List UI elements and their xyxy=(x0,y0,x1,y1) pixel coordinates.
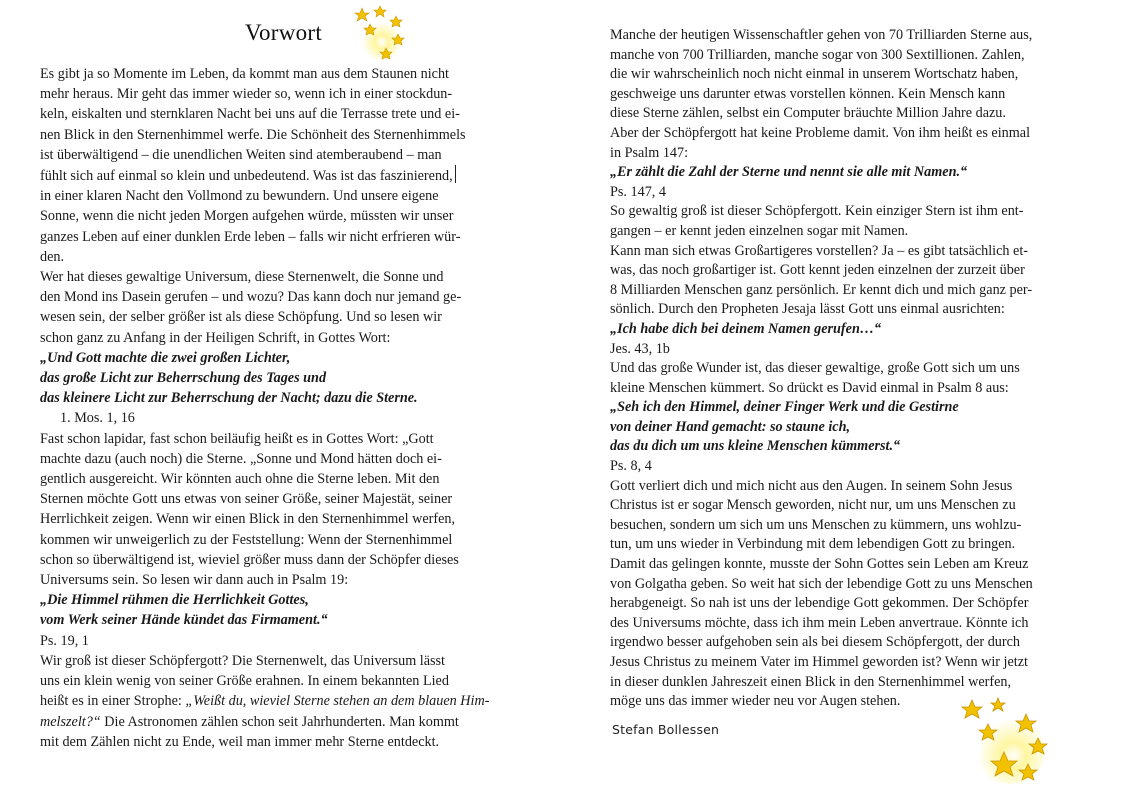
text-line: geschweige uns darunter etwas vorstellen können. Kein Mensch kann xyxy=(610,85,1006,102)
text-line: irgendwo besser aufgehoben sein als bei diesem Schöpfergott, der durch xyxy=(610,634,1021,651)
text-line xyxy=(40,712,540,732)
text-line: Christus ist er sogar Mensch geworden, nicht nur, um uns Menschen zu xyxy=(610,497,1016,514)
text-line: gangen – er kennt jeden einzelnen sogar mit Namen. xyxy=(610,222,909,239)
song-quote: melszelt?“ xyxy=(40,713,101,730)
text-line-rest: Die Astronomen zählen schon seit Jahrhunderten. Man kommt xyxy=(100,713,459,730)
text-line: manche von 700 Trilliarden, manche sogar von 300 Sextillionen. Zahlen, xyxy=(610,46,1025,63)
text-line: mit dem Zählen nicht zu Ende, weil man immer mehr Sterne entdeckt. xyxy=(40,733,440,750)
text-line: gentlich ausgereicht. Wir könnten auch ohne die Sterne leben. Mit den xyxy=(40,471,440,488)
text-line: sönlich. Durch den Propheten Jesaja lässt Gott uns einmal ausrichten: xyxy=(610,301,1005,318)
text-line: die wir wahrscheinlich noch nicht einmal in unserem Wortschatz haben, xyxy=(610,66,1019,83)
text-cursor xyxy=(455,165,456,183)
bible-quote-line: das kleinere Licht zur Beherrschung der Nacht; dazu die Sterne. xyxy=(40,390,418,407)
text-line: des Universums möchte, dass ich ihm mein Leben anvertraue. Könnte ich xyxy=(610,614,1029,631)
bible-quote-line: „Ich habe dich bei deinem Namen gerufen…“ xyxy=(610,320,882,337)
bible-reference: Ps. 8, 4 xyxy=(610,458,652,475)
text-line: besuchen, sondern um sich um uns Menschen zu kümmern, uns wohlzu- xyxy=(610,516,1022,533)
bible-quote-line: das du dich um uns kleine Menschen kümmerst.“ xyxy=(610,438,901,455)
text-line: Aber der Schöpfergott hat keine Probleme damit. Von ihm heißt es einmal xyxy=(610,124,1031,141)
text-line: tun, um uns wieder in Verbindung mit dem lebendigen Gott zu bringen. xyxy=(610,536,1016,553)
text-line: den Mond ins Dasein gerufen – und wozu? Das kann doch nur jemand ge- xyxy=(40,289,462,306)
text-line: Universums sein. So lesen wir dann auch in Psalm 19: xyxy=(40,572,349,589)
text-line: mehr heraus. Mir geht das immer wieder so, wenn ich in einer stockdun- xyxy=(40,86,453,103)
bible-quote-line: das große Licht zur Beherrschung des Tages und xyxy=(40,370,327,387)
right-column-text xyxy=(610,26,1092,712)
page-title: Vorwort xyxy=(245,20,323,45)
text-line: was, das noch großartiger ist. Gott kennt jeden einzelnen der zurzeit über xyxy=(610,262,1025,279)
left-column-text xyxy=(40,64,540,752)
text-line: kleine Menschen kümmert. So drückt es David einmal in Psalm 8 aus: xyxy=(610,379,1009,396)
text-line: wesen sein, der selber größer ist als diese Schöpfung. Und so lesen wir xyxy=(40,309,442,326)
text-line: keln, eiskalten und sternklaren Nacht bei uns auf die Terrasse trete und ei- xyxy=(40,106,460,123)
text-line: machte dazu (auch noch) die Sterne. „Sonne und Mond hätten doch ei- xyxy=(40,450,442,467)
text-line: diese Sterne zählen, selbst ein Computer bräuchte Million Jahre dazu. xyxy=(610,105,1006,122)
text-line: fühlt sich auf einmal so klein und unbedeutend. Was ist das faszinierend, xyxy=(40,168,453,185)
text-line: Kann man sich etwas Großartigeres vorstellen? Ja – es gibt tatsächlich et- xyxy=(610,242,1028,259)
text-line: herabgeneigt. So nah ist uns der lebendige Gott gekommen. Der Schöpfer xyxy=(610,595,1029,612)
text-line: Fast schon lapidar, fast schon beiläufig heißt es in Gottes Wort: „Gott xyxy=(40,430,434,447)
text-line: den. xyxy=(40,248,65,265)
text-line: Jesus Christus zu meinem Vater im Himmel geworden ist? Wenn wir jetzt xyxy=(610,654,1028,670)
text-line: möge uns das immer wieder neu vor Augen stehen. xyxy=(610,693,901,710)
text-line: So gewaltig groß ist dieser Schöpfergott. Kein einziger Stern ist ihm ent- xyxy=(610,203,1024,220)
text-line: 8 Milliarden Menschen ganz persönlich. Er kennt dich und mich ganz per- xyxy=(610,281,1033,298)
text-line: schon ganz zu Anfang in der Heiligen Schrift, in Gottes Wort: xyxy=(40,329,391,346)
text-line: kommen wir unweigerlich zu der Feststellung: Wenn der Sternenhimmel xyxy=(40,531,453,548)
bible-quote-line: „Er zählt die Zahl der Sterne und nennt sie alle mit Namen.“ xyxy=(610,164,968,181)
bible-reference: Ps. 147, 4 xyxy=(610,183,666,200)
text-line: nen Blick in den Sternenhimmel werfe. Die Schönheit des Sternenhimmels xyxy=(40,126,466,143)
bible-quote-line: vom Werk seiner Hände kündet das Firmament.“ xyxy=(40,612,328,629)
text-line: ist überwältigend – die unendlichen Weiten sind atemberaubend – man xyxy=(40,146,442,163)
text-line: in Psalm 147: xyxy=(610,144,689,161)
bible-reference: Jes. 43, 1b xyxy=(610,340,670,357)
bible-reference: 1. Mos. 1, 16 xyxy=(60,410,135,427)
text-line: in dieser dunklen Jahreszeit einen Blick in den Sternenhimmel werfen, xyxy=(610,673,1012,690)
bible-quote-line: „Seh ich den Himmel, deiner Finger Werk und die Gestirne xyxy=(610,399,959,416)
author-signature: Stefan Bollessen xyxy=(612,722,720,737)
bible-reference: Ps. 19, 1 xyxy=(40,632,89,649)
text-line: Sternen möchte Gott uns etwas von seiner Größe, seiner Majestät, seiner xyxy=(40,491,453,508)
text-line-with-cursor[interactable] xyxy=(40,165,540,186)
text-line: Es gibt ja so Momente im Leben, da kommt man aus dem Staunen nicht xyxy=(40,66,449,82)
text-line: Herrlichkeit zeigen. Wenn wir einen Blick in den Sternenhimmel werfen, xyxy=(40,511,456,528)
text-line: Wir groß ist dieser Schöpfergott? Die Sternenwelt, das Universum lässt xyxy=(40,652,446,669)
text-line: in einer klaren Nacht den Vollmond zu bewundern. Und unsere eigene xyxy=(40,188,439,205)
text-line: von Golgatha geben. So weit hat sich der lebendige Gott zu uns Menschen xyxy=(610,575,1033,592)
bible-quote-line: von deiner Hand gemacht: so staune ich, xyxy=(610,418,851,435)
text-line: Gott verliert dich und mich nicht aus den Augen. In seinem Sohn Jesus xyxy=(610,477,1013,494)
text-line: Sonne, wenn die nicht jeden Morgen aufgehen würde, müssten wir unser xyxy=(40,208,454,225)
stars-decoration-icon xyxy=(352,4,408,62)
text-line: Damit das gelingen konnte, musste der Sohn Gottes sein Leben am Kreuz xyxy=(610,556,1029,573)
text-line xyxy=(40,691,540,711)
text-line: schon so überwältigend ist, wieviel größer muss dann der Schöpfer dieses xyxy=(40,551,459,568)
bible-quote-line: „Und Gott machte die zwei großen Lichter, xyxy=(40,349,291,366)
text-line: ganzes Leben auf einer dunklen Erde leben – falls wir nicht erfrieren wür- xyxy=(40,228,461,245)
text-line-start: heißt es in einer Strophe: xyxy=(40,693,186,710)
text-line: Manche der heutigen Wissenschaftler gehen von 70 Trilliarden Sterne aus, xyxy=(610,27,1033,43)
stars-decoration-icon xyxy=(958,690,1058,790)
bible-quote-line: „Die Himmel rühmen die Herrlichkeit Gottes, xyxy=(40,592,309,609)
text-line: Wer hat dieses gewaltige Universum, diese Sternenwelt, die Sonne und xyxy=(40,269,444,286)
song-quote: „Weißt du, wieviel Sterne stehen an dem blauen Him- xyxy=(185,693,490,710)
text-line: uns ein klein wenig von seiner Größe erahnen. In einem bekannten Lied xyxy=(40,673,449,690)
text-line: Und das große Wunder ist, das dieser gewaltige, große Gott sich um uns xyxy=(610,360,1020,377)
